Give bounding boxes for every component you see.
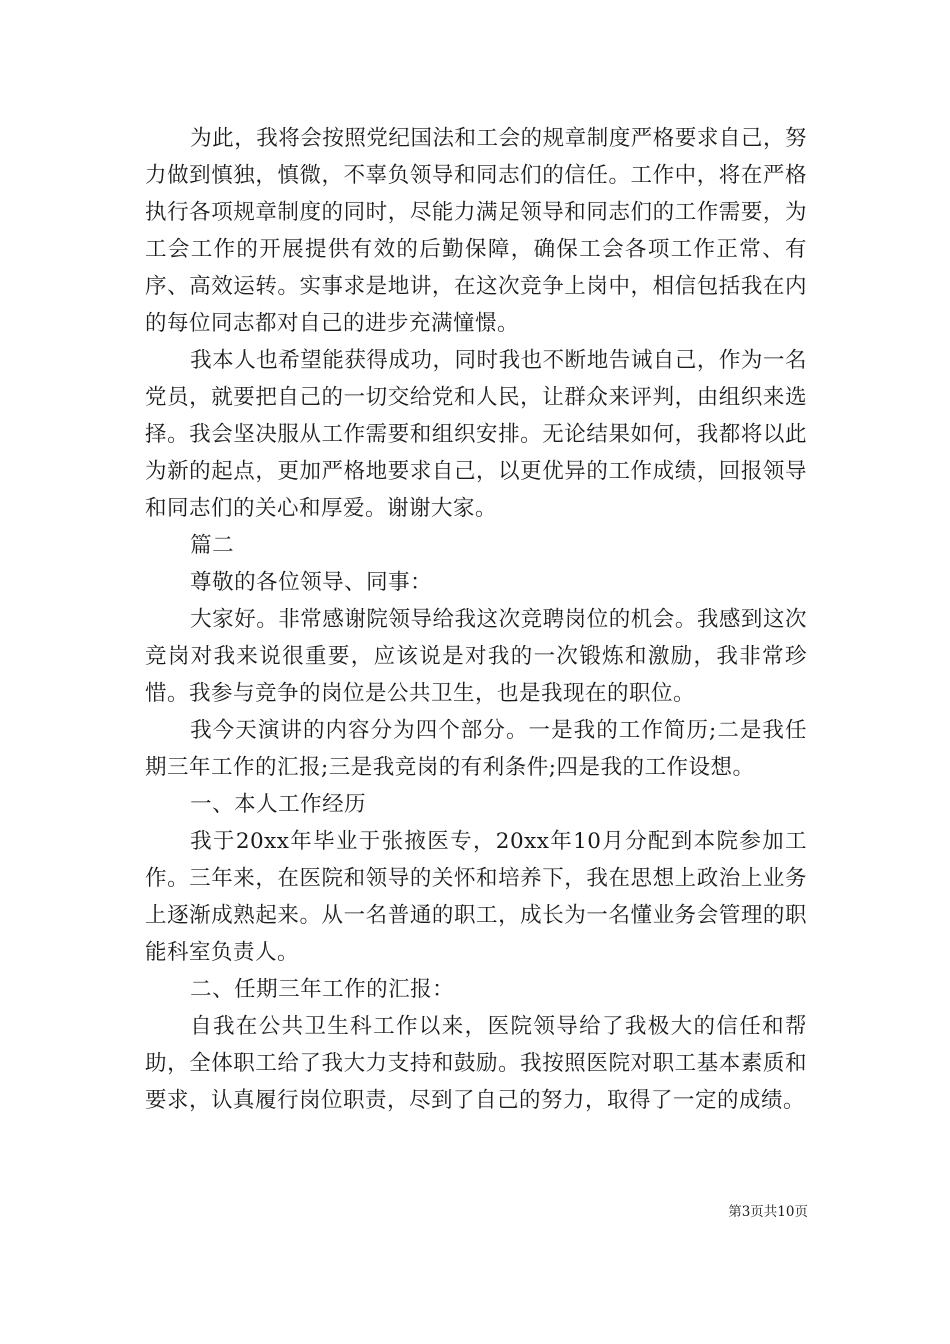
paragraph-2: 我本人也希望能获得成功，同时我也不断地告诫自己，作为一名党员，就要把自己的一切交给党和人民，让群众来评判，由组织来选择。我会坚决服从工作需要和组织安排。无论结果如何，我都将以此为新的起点，更加严格地要求自己，以更优异的工作成绩，回报领导和同志们的关心和厚爱。谢谢大家。: [145, 348, 807, 521]
paragraph-1: 为此，我将会按照党纪国法和工会的规章制度严格要求自己，努力做到慎独，慎微，不辜负领导和同志们的信任。工作中，将在严格执行各项规章制度的同时，尽能力满足领导和同志们的工作需要，为工会工作的开展提供有效的后勤保障，确保工会各项工作正常、有序、高效运转。实事求是地讲，在这次竞争上岗中，相信包括我在内的每位同志都对自己的进步充满憧憬。: [145, 126, 807, 336]
paragraph-5: 我于20xx年毕业于张掖医专，20xx年10月分配到本院参加工作。三年来，在医院和领导的关怀和培养下，我在思想上政治上业务上逐渐成熟起来。从一名普通的职工，成长为一名懂业务会管理的职能科室负责人。: [145, 829, 807, 965]
document-body: [145, 120, 807, 1119]
paragraph-6: 自我在公共卫生科工作以来，医院领导给了我极大的信任和帮助，全体职工给了我大力支持和鼓励。我按照医院对职工基本素质和要求，认真履行岗位职责，尽到了自己的努力，取得了一定的成绩。: [145, 1014, 807, 1113]
salutation: 尊敬的各位领导、同事：: [190, 570, 433, 595]
page-number-footer: 第3页共10页: [728, 1204, 808, 1220]
paragraph-3: 大家好。非常感谢院领导给我这次竞聘岗位的机会。我感到这次竞岗对我来说很重要，应该说是对我的一次锻炼和激励，我非常珍惜。我参与竞争的岗位是公共卫生，也是我现在的职位。: [145, 607, 807, 706]
paragraph-4: 我今天演讲的内容分为四个部分。一是我的工作简历;二是我任期三年工作的汇报;三是我竞岗的有利条件;四是我的工作设想。: [145, 718, 807, 780]
section-title-pian-er: 篇二: [190, 533, 235, 558]
section-heading-1: 一、本人工作经历: [190, 792, 367, 817]
section-heading-2: 二、任期三年工作的汇报：: [190, 977, 455, 1002]
